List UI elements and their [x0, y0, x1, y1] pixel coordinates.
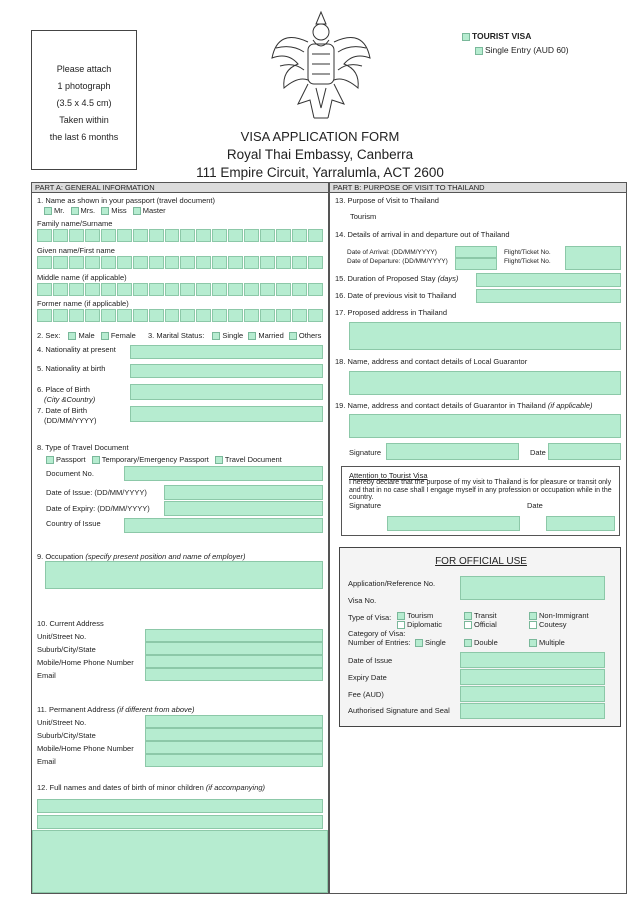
non-immigrant-label: Non-Immigrant [539, 611, 589, 620]
single-entries-label: Single [425, 638, 446, 647]
part-b-heading: PART B: PURPOSE OF VISIT TO THAILAND [329, 182, 627, 193]
date-input[interactable] [548, 443, 621, 460]
mr-label: Mr. [54, 206, 65, 215]
date-label: Date [530, 448, 546, 457]
auth-sig-label: Authorised Signature and Seal [348, 706, 450, 715]
single-entries-checkbox[interactable] [415, 639, 423, 647]
prev-visit-input[interactable] [476, 289, 621, 303]
single-label: Single [222, 331, 244, 340]
arrival-label: Date of Arrival: (DD/MM/YYYY) [347, 249, 437, 256]
cur-phone-input[interactable] [145, 655, 323, 668]
photo-line: (3.5 x 4.5 cm) [56, 98, 112, 108]
tourist-visa-checkbox[interactable] [462, 33, 470, 41]
official-type-option [464, 620, 497, 629]
cur-phone-label: Mobile/Home Phone Number [37, 658, 134, 667]
occupation-note: (specify present position and name of employer) [85, 552, 246, 561]
courtesy-checkbox[interactable] [529, 621, 537, 629]
double-entries-label: Double [474, 638, 498, 647]
male-checkbox[interactable] [68, 332, 76, 340]
official-use-box [339, 547, 621, 727]
nationality-birth-input[interactable] [130, 364, 323, 378]
thai-guarantor-note: (if applicable) [547, 401, 593, 410]
cur-city-input[interactable] [145, 642, 323, 655]
flight-label-1: Flight/Ticket No. [504, 249, 551, 256]
nationality-present-label: 4. Nationality at present [37, 345, 116, 354]
passport-checkbox[interactable] [46, 456, 54, 464]
diplomatic-checkbox[interactable] [397, 621, 405, 629]
part-a-heading: PART A: GENERAL INFORMATION [31, 182, 329, 193]
courtesy-label: Coutesy [539, 620, 567, 629]
photo-line: Taken within [59, 115, 109, 125]
place-birth-input[interactable] [130, 384, 323, 400]
attention-text: I hereby declare that the purpose of my visit to Thailand is for pleasure or transit only and that in no case shall I engage myself in any profession or occupation while in the country. [349, 479, 612, 501]
children-input-1[interactable] [37, 799, 323, 813]
single-entry-checkbox[interactable] [475, 47, 483, 55]
q1-label: 1. Name as shown in your passport (travel document) [37, 196, 215, 205]
single-checkbox[interactable] [212, 332, 220, 340]
children-label-text: 12. Full names and dates of birth of minor children [37, 783, 204, 792]
perm-email-label: Email [37, 757, 56, 766]
tourism-checkbox[interactable] [397, 612, 405, 620]
proposed-address-input[interactable] [349, 322, 621, 350]
signature-input[interactable] [386, 443, 519, 460]
place-birth-label: 6. Place of Birth [37, 385, 90, 394]
master-label: Master [142, 206, 166, 215]
duration-label-text: 15. Duration of Proposed Stay [335, 274, 436, 283]
perm-email-input[interactable] [145, 754, 323, 767]
proposed-address-label: 17. Proposed address in Thailand [335, 308, 448, 317]
expiry-date-input[interactable] [164, 501, 323, 516]
middle-name-label: Middle name (if applicable) [37, 273, 127, 282]
mrs-checkbox[interactable] [71, 207, 79, 215]
auth-sig-input[interactable] [460, 703, 605, 719]
thai-guarantor-label-text: 19. Name, address and contact details of Guarantor in Thailand [335, 401, 546, 410]
departure-label: Date of Departure: (DD/MM/YYYY) [347, 258, 448, 265]
transit-label: Transit [474, 611, 497, 620]
children-note: (if accompanying) [205, 783, 266, 792]
middle-name-input[interactable] [37, 283, 324, 296]
travel-doc-label: 8. Type of Travel Document [37, 443, 129, 452]
marital-label: 3. Marital Status: [148, 331, 205, 340]
miss-label: Miss [111, 206, 127, 215]
former-name-label: Former name (if applicable) [37, 299, 129, 308]
married-checkbox[interactable] [248, 332, 256, 340]
sex-label: 2. Sex: [37, 331, 61, 340]
departure-input[interactable] [455, 258, 497, 270]
expiry-label: Expiry Date [348, 673, 387, 682]
perm-street-label: Unit/Street No. [37, 718, 87, 727]
flight-label-2: Flight/Ticket No. [504, 258, 551, 265]
single-entry-label: Single Entry (AUD 60) [485, 45, 569, 55]
arrival-departure-label: 14. Details of arrival in and departure out of Thailand [335, 230, 510, 239]
cur-email-input[interactable] [145, 668, 323, 681]
occupation-label-text: 9. Occupation [37, 552, 84, 561]
country-issue-input[interactable] [124, 518, 323, 533]
perm-city-input[interactable] [145, 728, 323, 741]
married-label: Married [258, 331, 284, 340]
perm-street-input[interactable] [145, 715, 323, 728]
title-options [44, 206, 166, 215]
purpose-value: Tourism [350, 212, 377, 221]
double-entries-option [464, 638, 498, 647]
local-guarantor-label: 18. Name, address and contact details of Local Guarantor [335, 357, 528, 366]
prev-visit-label: 16. Date of previous visit to Thailand [335, 291, 457, 300]
embassy-address: 111 Empire Circuit, Yarralumla, ACT 2600 [196, 165, 444, 180]
children-label [37, 783, 265, 792]
signature-label: Signature [349, 448, 382, 457]
passport-label: Passport [56, 455, 86, 464]
category-label: Category of Visa: [348, 629, 406, 638]
entries-label: Number of Entries: [348, 638, 411, 647]
transit-checkbox[interactable] [464, 612, 472, 620]
visa-no-label: Visa No. [348, 596, 377, 605]
attention-title: Attention to Tourist Visa [349, 471, 428, 480]
others-checkbox[interactable] [289, 332, 297, 340]
photo-line: Please attach [56, 64, 112, 74]
cur-city-label: Suburb/City/State [37, 645, 96, 654]
fee-input[interactable] [460, 686, 605, 702]
non-immigrant-option [529, 611, 589, 620]
multiple-entries-label: Multiple [539, 638, 565, 647]
given-name-label: Given name/First name [37, 246, 115, 255]
tourism-label: Tourism [407, 611, 434, 620]
issue-date-label: Date of Issue: (DD/MM/YYYY) [46, 488, 147, 497]
mr-checkbox[interactable] [44, 207, 52, 215]
master-checkbox[interactable] [133, 207, 141, 215]
doc-type-row [46, 455, 282, 464]
dob-sub: (DD/MM/YYYY) [44, 416, 97, 425]
purpose-label: 13. Purpose of Visit to Thailand [335, 196, 439, 205]
travel-doc-checkbox[interactable] [215, 456, 223, 464]
travel-doc-type-label: Travel Document [224, 455, 282, 464]
cur-street-input[interactable] [145, 629, 323, 642]
flight-input[interactable] [565, 246, 621, 270]
doc-no-label: Document No. [46, 469, 94, 478]
perm-address-note: (if different from above) [116, 705, 195, 714]
type-visa-label: Type of Visa: [348, 613, 392, 622]
place-birth-sub: (City &Country) [44, 395, 96, 404]
form-title: VISA APPLICATION FORM [240, 129, 400, 144]
expiry-date-label: Date of Expiry: (DD/MM/YYYY) [46, 504, 150, 513]
temp-passport-label: Temporary/Emergency Passport [101, 455, 209, 464]
marital-row [148, 331, 321, 340]
fee-label: Fee (AUD) [348, 690, 384, 699]
temp-passport-checkbox[interactable] [92, 456, 100, 464]
photo-line: 1 photograph [57, 81, 111, 91]
family-name-label: Family name/Surname [37, 219, 113, 228]
dob-label: 7. Date of Birth [37, 406, 88, 415]
perm-address-label-text: 11. Permanent Address [37, 705, 115, 714]
date-issue-label: Date of Issue [348, 656, 393, 665]
arrival-input[interactable] [455, 246, 497, 258]
non-immigrant-checkbox[interactable] [529, 612, 537, 620]
sex-row [37, 331, 136, 340]
single-entry-option[interactable] [475, 45, 569, 55]
current-address-label: 10. Current Address [37, 619, 104, 628]
attention-box [341, 466, 620, 536]
diplomatic-label: Diplomatic [407, 620, 443, 629]
expiry-input[interactable] [460, 669, 605, 685]
transit-option [464, 611, 497, 620]
tourism-option [397, 611, 433, 620]
perm-phone-input[interactable] [145, 741, 323, 754]
occupation-label [37, 552, 245, 561]
female-checkbox[interactable] [101, 332, 109, 340]
children-input-3[interactable] [32, 830, 328, 893]
cur-street-label: Unit/Street No. [37, 632, 87, 641]
courtesy-option [529, 620, 567, 629]
diplomatic-option [397, 620, 442, 629]
cur-email-label: Email [37, 671, 56, 680]
thai-guarantor-input[interactable] [349, 414, 621, 438]
male-label: Male [78, 331, 95, 340]
mrs-label: Mrs. [80, 206, 96, 215]
local-guarantor-input[interactable] [349, 371, 621, 395]
app-ref-input[interactable] [460, 576, 605, 600]
dob-input[interactable] [130, 406, 323, 422]
issue-date-input[interactable] [164, 485, 323, 500]
perm-address-label [37, 705, 194, 714]
others-label: Others [298, 331, 322, 340]
official-type-label: Official [474, 620, 497, 629]
perm-city-label: Suburb/City/State [37, 731, 96, 740]
embassy-name: Royal Thai Embassy, Canberra [226, 147, 414, 162]
multiple-entries-checkbox[interactable] [529, 639, 537, 647]
app-ref-label: Application/Reference No. [348, 579, 436, 588]
official-type-checkbox[interactable] [464, 621, 472, 629]
single-entries-option [415, 638, 446, 647]
doc-no-input[interactable] [124, 466, 323, 481]
garuda-emblem-icon [268, 8, 374, 122]
given-name-input[interactable] [37, 256, 324, 269]
tourist-visa-label: TOURIST VISA [472, 31, 532, 41]
duration-label [335, 274, 458, 283]
nationality-present-input[interactable] [130, 345, 323, 359]
attention-signature-label: Signature [349, 501, 382, 510]
occupation-input[interactable] [45, 561, 323, 589]
official-heading: FOR OFFICIAL USE [435, 556, 527, 567]
duration-input[interactable] [476, 273, 621, 287]
miss-checkbox[interactable] [101, 207, 109, 215]
nationality-birth-label: 5. Nationality at birth [37, 364, 106, 373]
multiple-entries-option [529, 638, 565, 647]
date-issue-input[interactable] [460, 652, 605, 668]
country-issue-label: Country of Issue [46, 519, 101, 528]
family-name-input[interactable] [37, 229, 324, 242]
attention-signature-input[interactable] [387, 516, 520, 531]
double-entries-checkbox[interactable] [464, 639, 472, 647]
children-input-2[interactable] [37, 815, 323, 829]
photo-line: the last 6 months [49, 132, 119, 142]
female-label: Female [110, 331, 136, 340]
tourist-visa-option[interactable] [462, 31, 531, 41]
attention-date-label: Date [527, 501, 543, 510]
duration-note: (days) [437, 274, 459, 283]
thai-guarantor-label [335, 401, 593, 410]
perm-phone-label: Mobile/Home Phone Number [37, 744, 134, 753]
attention-date-input[interactable] [546, 516, 615, 531]
photo-box[interactable] [31, 30, 137, 170]
former-name-input[interactable] [37, 309, 324, 322]
